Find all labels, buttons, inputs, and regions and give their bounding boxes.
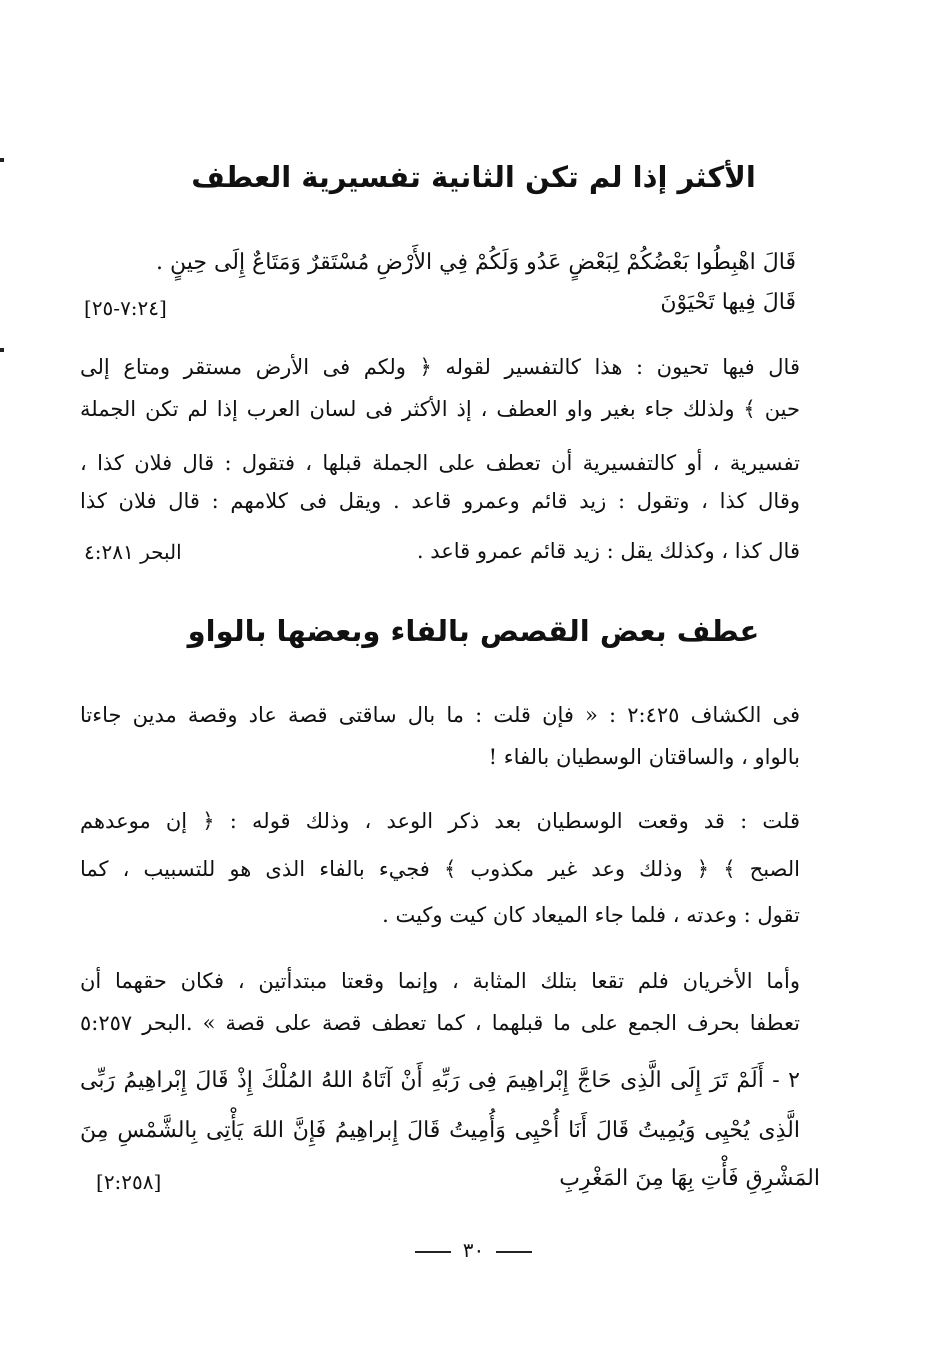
paragraph-line: بالواو ، والساقتان الوسطيان بالفاء ! [488, 745, 800, 769]
verse-line: قَالَ اهْبِطُوا بَعْضُكُمْ لِبَعْضٍ عَدُو وَلَكُمْ فِي الأَرْضِ مُسْتَقرٌ وَمَتَاعٌ إِلَى حِينٍ . [156, 250, 796, 275]
margin-mark [0, 348, 4, 352]
page-number-dash [496, 1251, 532, 1253]
paragraph-line: قال فيها تحيون : هذا كالتفسير لقوله ﴿ ولكم فى الأرض مستقر ومتاع إلى [80, 355, 800, 379]
paragraph-line: تعطفا بحرف الجمع على ما قبلهما ، كما تعطف قصة على قصة » .البحر ٥:٢٥٧ [80, 1011, 800, 1035]
verse-reference: [٧:٢٤-٢٥] [84, 296, 167, 320]
page-number-text: ٣٠ [462, 1238, 485, 1262]
verse-line: الَّذِى يُحْيِى وَيُمِيتُ قَالَ أَنَا أُحْيِى وَأُمِيتُ قَالَ إِبراهِيمُ فَإِنَّ اللهَ يَأْتِى بِالشَّمْسِ مِنَ [80, 1118, 800, 1143]
paragraph-line: حين ﴾ ولذلك جاء بغير واو العطف ، إذ الأكثر فى لسان العرب إذا لم تكن الجملة [80, 397, 800, 421]
verse-line: المَشْرِقِ فَأْتِ بِهَا مِنَ المَغْرِبِ [559, 1166, 820, 1191]
verse-line: ٢ - أَلَمْ تَرَ إِلَى الَّذِى حَاجَّ إِبْراهِيمَ فِى رَبِّهِ أَنْ آتَاهُ اللهُ المُلْكَ إِذْ قَالَ إِبْراهِيمُ رَبِّى [80, 1068, 800, 1093]
page-number [0, 1238, 947, 1262]
paragraph-line: فى الكشاف ٢:٤٢٥ : « فإن قلت : ما بال ساقتى قصة عاد وقصة مدين جاءتا [80, 703, 801, 727]
section-heading: الأكثر إذا لم تكن الثانية تفسيرية العطف [191, 160, 756, 194]
source-citation: البحر ٤:٢٨١ [84, 540, 182, 564]
paragraph-line: تفسيرية ، أو كالتفسيرية أن تعطف على الجملة قبلها ، فتقول : قال فلان كذا ، [80, 451, 800, 475]
paragraph-line: الصبح ﴾ ﴿ وذلك وعد غير مكذوب ﴾ فجيء بالفاء الذى هو للتسبيب ، كما [80, 857, 800, 881]
paragraph-line: وقال كذا ، وتقول : زيد قائم وعمرو قاعد . ويقل فى كلامهم : قال فلان كذا [80, 489, 800, 513]
paragraph-line: تقول : وعدته ، فلما جاء الميعاد كان كيت وكيت . [382, 903, 800, 927]
paragraph-line: قلت : قد وقعت الوسطيان بعد ذكر الوعد ، وذلك قوله : ﴿ إن موعدهم [80, 809, 800, 833]
paragraph-line: وأما الأخريان فلم تقعا بتلك المثابة ، وإنما وقعتا مبتدأتين ، فكان حقهما أن [80, 969, 800, 993]
page-number-dash [415, 1251, 451, 1253]
section-heading: عطف بعض القصص بالفاء وبعضها بالواو [187, 614, 760, 648]
verse-line: قَالَ فِيها تَحْيَوْنَ [660, 290, 796, 315]
verse-reference: [٢:٢٥٨] [96, 1170, 162, 1194]
paragraph-line: قال كذا ، وكذلك يقل : زيد قائم عمرو قاعد . [416, 539, 800, 563]
